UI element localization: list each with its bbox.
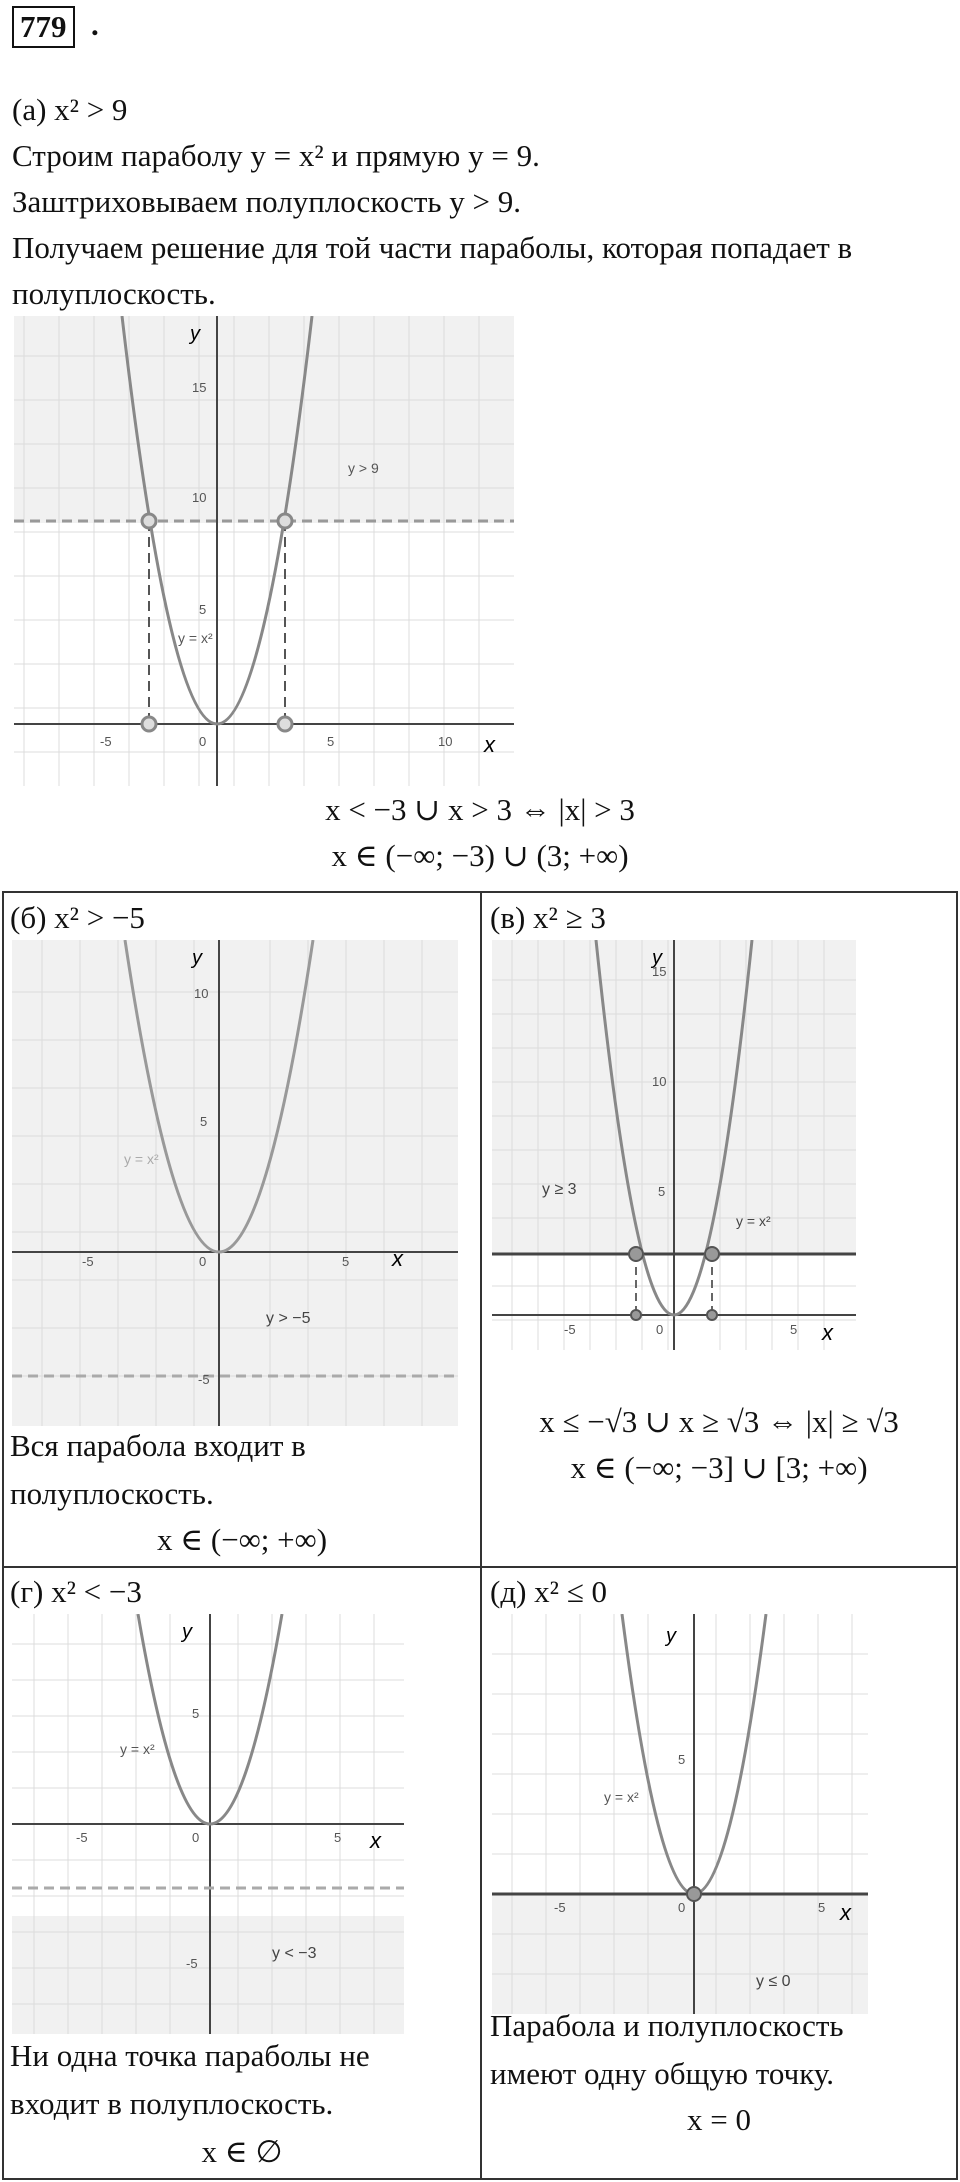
graph-b-ylabel: y [192,947,202,969]
part-v-answer-2: x ∈ (−∞; −3] ∪ [3; +∞) [570,1450,868,1485]
graph-a-xlabel: x [484,732,495,757]
part-a-answer-2: x ∈ (−∞; −3) ∪ (3; +∞) [331,838,629,873]
graph-d-xtick: 0 [678,1900,686,1915]
part-d-text-2: имеют одну общую точку. [490,2056,834,2091]
graph-b [12,940,458,1426]
graph-d-xtick: 5 [818,1900,826,1915]
graph-v-xtick: 0 [656,1322,664,1337]
graph-v-region-label: y ≥ 3 [542,1181,577,1198]
part-v-title: (в) x² ≥ 3 [490,900,606,935]
graph-v-curve-label: y = x² [736,1213,771,1229]
graph-b-xtick: 0 [199,1254,207,1269]
graph-a-grid [14,316,514,786]
graph-b-ytick: 5 [200,1114,208,1129]
graph-b-xtick: 5 [342,1254,350,1269]
graph-g-xtick: 0 [192,1830,200,1845]
graph-b-xtick: -5 [82,1254,94,1269]
graph-g [12,1614,404,2034]
part-b-text-1: Вся парабола входит в [10,1428,306,1463]
graph-g-ytick: 5 [192,1706,200,1721]
part-a-title: (а) x² > 9 [12,92,128,127]
graph-a-curve-label: y = x² [178,630,213,646]
part-d-text-1: Парабола и полуплоскость [490,2008,844,2043]
graph-b-xlabel: x [392,1246,403,1271]
graph-v-ytick: 10 [652,1074,667,1089]
graph-d-xlabel: x [840,1900,851,1925]
graph-v-xtick: -5 [564,1322,576,1337]
problem-number: 779 [12,6,75,48]
graph-v-xlabel: x [822,1320,833,1345]
graph-a-xtick: -5 [100,734,112,749]
graph-b-ytick: 10 [194,986,209,1001]
graph-d [492,1614,868,2014]
part-d-answer: x = 0 [687,2102,751,2137]
graph-d-xtick: -5 [554,1900,566,1915]
part-a-line-4: полуплоскость. [12,276,216,311]
graph-v-ytick: 5 [658,1184,666,1199]
graph-b-ytick: -5 [198,1372,210,1387]
graph-g-ylabel: y [182,1621,192,1643]
graph-a-point-left-bottom [142,717,156,731]
part-g-answer: x ∈ ∅ [201,2134,283,2169]
graph-a-point-right-top [278,514,292,528]
graph-g-xtick: -5 [76,1830,88,1845]
graph-a-ytick: 15 [192,380,207,395]
graph-g-xlabel: x [370,1828,381,1853]
graph-v-point-left-top [629,1247,643,1261]
part-a-line-1: Строим параболу y = x² и прямую y = 9. [12,138,540,173]
graph-d-region-label: y ≤ 0 [756,1973,791,1990]
graph-a-region-label: y > 9 [348,460,379,476]
graph-v-ytick: 15 [652,964,667,979]
graph-a [14,316,514,786]
part-a-answer-1: x < −3 ∪ x > 3 ⇔ |x| > 3 [325,792,635,827]
graph-g-curve-label: y = x² [120,1741,155,1757]
graph-v-point-right-top [705,1247,719,1261]
graph-a-xtick: 5 [327,734,335,749]
graph-d-ylabel: y [666,1625,676,1647]
graph-g-ytick: -5 [186,1956,198,1971]
graph-a-xtick: 10 [438,734,453,749]
part-a-line-2: Заштриховываем полуплоскость y > 9. [12,184,522,219]
part-a-line-3: Получаем решение для той части параболы, которая попадает в [12,230,853,265]
graph-a-ytick: 10 [192,490,207,505]
graph-d-curve-label: y = x² [604,1789,639,1805]
graph-v-xtick: 5 [790,1322,798,1337]
part-b-text-2: полуплоскость. [10,1476,214,1511]
part-g-text-1: Ни одна точка параболы не [10,2038,370,2073]
part-d-title: (д) x² ≤ 0 [490,1574,607,1609]
graph-v-point-left-bottom [631,1310,641,1320]
part-g-text-2: входит в полуплоскость. [10,2086,334,2121]
part-v-answer-1: x ≤ −√3 ∪ x ≥ √3 ⇔ |x| ≥ √3 [539,1404,899,1439]
graph-a-point-right-bottom [278,717,292,731]
graph-g-xtick: 5 [334,1830,342,1845]
graph-v [492,940,856,1350]
graph-a-ylabel: y [190,323,200,345]
part-b-title: (б) x² > −5 [10,900,145,935]
graph-b-curve-label: y = x² [124,1151,159,1167]
graph-d-point-origin [687,1887,701,1901]
problem-number-dot: . [91,7,99,42]
graph-v-ylabel: y [652,947,662,969]
graph-d-ytick: 5 [678,1752,686,1767]
graph-g-region-label: y < −3 [272,1945,317,1962]
graph-a-ytick: 5 [199,602,207,617]
part-g-title: (г) x² < −3 [10,1574,142,1609]
graph-b-region-label: y > −5 [266,1310,311,1327]
graph-a-point-left-top [142,514,156,528]
graph-v-point-right-bottom [707,1310,717,1320]
graph-a-xtick: 0 [199,734,207,749]
part-b-answer: x ∈ (−∞; +∞) [156,1522,328,1557]
